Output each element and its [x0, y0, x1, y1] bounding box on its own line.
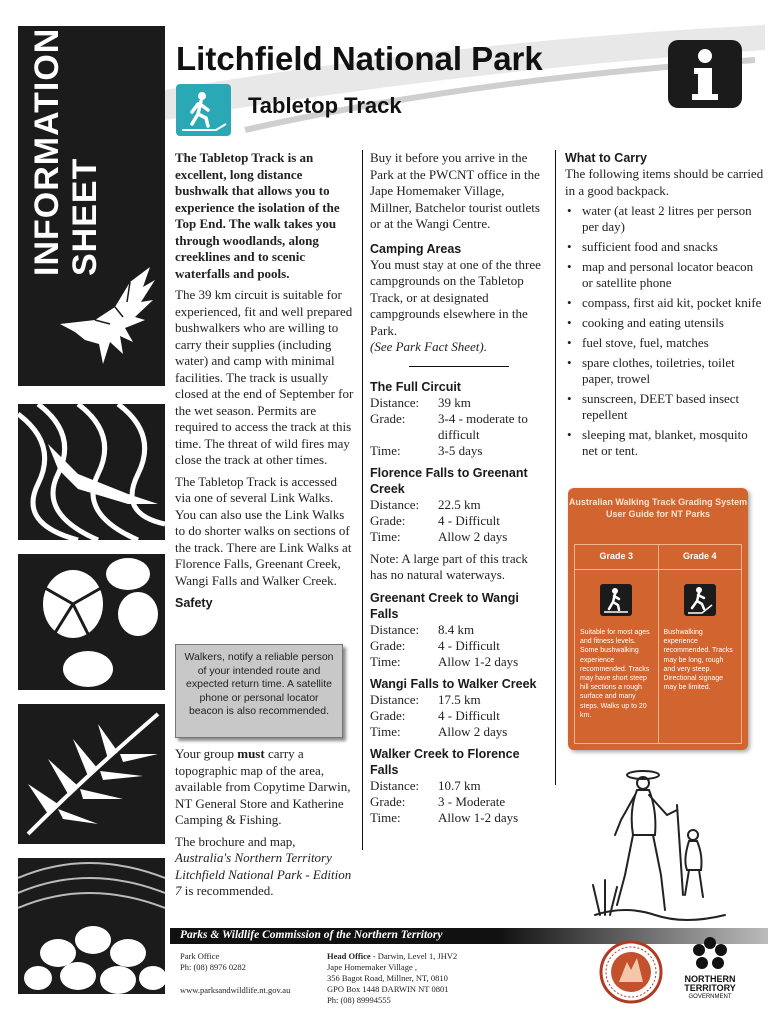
route-distance-row — [370, 622, 548, 638]
column-intro — [175, 150, 355, 611]
route-time-value: 3-5 days — [438, 442, 483, 458]
camping-heading: Camping Areas — [370, 241, 462, 256]
route-distance-label: Distance: — [370, 496, 420, 512]
safety-notice: Walkers, notify a reliable person of your intended route and expected return time. A satellite phone or personal locator beacon is also recommended. — [175, 644, 343, 738]
column-routes — [370, 150, 548, 832]
banner-line-2: SHEET — [66, 157, 104, 276]
route-time-label: Time: — [370, 442, 401, 458]
grade-3-description: Suitable for most ages and fitness levels. Some bushwalking experience recommended. Tracks may have short steep hill sections a rough surface and many steps. Walks up to 20 km. — [580, 629, 650, 719]
carry-item: • compass, first aid kit, pocket knife — [565, 295, 765, 311]
head-office-line-4: GPO Box 1448 DARWIN NT 0801 — [327, 984, 449, 994]
carry-item: • sufficient food and snacks — [565, 239, 765, 255]
route-time-label: Time: — [370, 528, 401, 544]
head-office-line-3: 356 Bagot Road, Millner, NT, 0810 — [327, 973, 448, 983]
group-text: Your group — [175, 746, 238, 761]
access-paragraph: The Tabletop Track is accessed via one of several Link Walks. You can also use the Link Walks to do shorter walks on sections of the track. There are Link Walks at Florence Falls, Greenant Creek, Wangi Falls and Walker Creek. — [175, 473, 352, 588]
tile-fern — [18, 704, 165, 844]
head-office-label: Head Office — [327, 951, 371, 961]
nt-logo-text-1: NORTHERN — [684, 974, 736, 984]
park-office-phone: Ph: (08) 8976 0282 — [180, 962, 246, 972]
carry-list — [565, 203, 765, 459]
info-icon — [668, 40, 742, 108]
route-time-row — [370, 529, 548, 545]
route-distance-value: 22.5 km — [438, 496, 481, 512]
tile-flower — [18, 554, 165, 690]
grading-title: Australian Walking Track Grading System User Guide for NT Parks — [568, 497, 748, 519]
route-distance-row — [370, 395, 548, 411]
carry-intro: The following items should be carried in a good backpack. — [565, 166, 764, 198]
grade-4-description: Bushwalking experience recommended. Tracks may be long, rough and very steep. Directional signage may be limited. — [663, 629, 733, 692]
group-must: must — [237, 746, 265, 761]
route-section — [370, 465, 548, 545]
page-title: Litchfield National Park — [176, 40, 543, 77]
route-distance-row — [370, 497, 548, 513]
route-title: Florence Falls to Greenant Creek — [370, 465, 528, 496]
tile-lizard — [18, 404, 165, 540]
carry-item: • fuel stove, fuel, matches — [565, 335, 765, 351]
route-distance-label: Distance: — [370, 394, 420, 410]
carry-item: • sleeping mat, blanket, mosquito net or tent. — [565, 427, 765, 459]
route-distance-value: 10.7 km — [438, 777, 481, 793]
route-time-value: Allow 2 days — [438, 528, 508, 544]
route-grade-label: Grade: — [370, 512, 406, 528]
route-grade-row — [370, 794, 548, 810]
park-office-label: Park Office — [180, 951, 220, 961]
nt-logo-text-3: GOVERNMENT — [688, 994, 732, 1000]
eggs-illustration — [18, 858, 165, 994]
map-info — [175, 746, 355, 905]
carry-item: • map and personal locator beacon or satellite phone — [565, 259, 765, 291]
hiker-grade-4-icon — [684, 584, 716, 616]
route-grade-row — [370, 708, 548, 724]
section-divider — [409, 366, 509, 367]
route-time-row — [370, 443, 548, 459]
route-time-label: Time: — [370, 723, 401, 739]
group-text-rest: carry a topographic map of the area, available from Copytime Darwin, NT General Store and Katherine Camping & Fishing. — [175, 746, 351, 827]
hiker-grade-3-icon — [600, 584, 632, 616]
route-title: Wangi Falls to Walker Creek — [370, 676, 537, 691]
route-grade-row — [370, 411, 548, 443]
route-title: Greenant Creek to Wangi Falls — [370, 590, 519, 621]
camping-paragraph: You must stay at one of the three campgrounds on the Tabletop Track, or at designated campgrounds elsewhere in the Park. — [370, 256, 541, 338]
circuit-paragraph: The 39 km circuit is suitable for experienced, fit and well prepared bushwalkers who are willing to carry their supplies (including water) and camp with minimal facilities. The track is usually closed at the end of September for the wet season. Permits are required to access the track at this time. The threat of wild fires may close the track at other times. — [175, 287, 354, 467]
route-sections — [370, 379, 548, 826]
grade-3-label: Grade 3 — [575, 545, 658, 570]
page-subtitle: Tabletop Track — [248, 93, 402, 118]
route-time-row — [370, 654, 548, 670]
route-grade-label: Grade: — [370, 707, 406, 723]
tile-eggs — [18, 858, 165, 994]
route-distance-value: 17.5 km — [438, 691, 481, 707]
column-divider — [555, 150, 556, 785]
safety-heading: Safety — [175, 596, 213, 610]
brochure-paragraph — [175, 834, 355, 900]
route-time-value: Allow 2 days — [438, 723, 508, 739]
grade-4-label: Grade 4 — [659, 545, 742, 570]
route-grade-label: Grade: — [370, 410, 406, 426]
route-grade-row — [370, 513, 548, 529]
route-time-label: Time: — [370, 809, 401, 825]
head-office-location: - Darwin, Level 1, JHV2 — [370, 951, 458, 961]
head-office-line-2: Jape Homemaker Village , — [327, 962, 417, 972]
carry-item: • spare clothes, toiletries, toilet paper, trowel — [565, 355, 765, 387]
route-section — [370, 590, 548, 670]
grading-system-panel — [568, 488, 748, 750]
parks-wildlife-seal-logo — [597, 940, 665, 1004]
carry-item: • sunscreen, DEET based insect repellent — [565, 391, 765, 423]
route-time-label: Time: — [370, 653, 401, 669]
route-title: The Full Circuit — [370, 379, 461, 394]
route-title: Walker Creek to Florence Falls — [370, 746, 520, 777]
lizard-illustration — [18, 404, 165, 540]
nt-government-logo — [676, 935, 744, 1001]
carry-item: • cooking and eating utensils — [565, 315, 765, 331]
route-grade-value: 4 - Difficult — [438, 512, 500, 528]
nt-logo-text-2: TERRITORY — [684, 983, 736, 993]
nt-flower-icon — [690, 935, 730, 975]
group-paragraph — [175, 746, 355, 829]
route-distance-label: Distance: — [370, 621, 420, 637]
banner-line-1: INFORMATION — [28, 27, 66, 276]
route-grade-value: 4 - Difficult — [438, 707, 500, 723]
route-distance-row — [370, 692, 548, 708]
route-distance-value: 8.4 km — [438, 621, 475, 637]
route-time-value: Allow 1-2 days — [438, 809, 519, 825]
head-office-phone: Ph: (08) 89994555 — [327, 995, 391, 1005]
grade-4-column — [659, 545, 742, 743]
route-grade-value: 3-4 - moderate to difficult — [438, 410, 528, 442]
route-distance-label: Distance: — [370, 777, 420, 793]
route-distance-label: Distance: — [370, 691, 420, 707]
eagle-illustration — [55, 262, 160, 372]
column-divider — [362, 150, 363, 850]
hiker-icon — [176, 84, 231, 136]
route-section — [370, 379, 548, 459]
brochure-title: Australia's Northern Territory Litchfield National Park - Edition 7 — [175, 850, 352, 898]
route-distance-value: 39 km — [438, 394, 471, 410]
hikers-illustration — [585, 765, 735, 925]
route-grade-label: Grade: — [370, 637, 406, 653]
flower-illustration — [18, 554, 165, 690]
carry-heading: What to Carry — [565, 151, 647, 165]
route-section — [370, 746, 548, 826]
column-carry — [565, 150, 765, 463]
fern-illustration — [18, 704, 165, 844]
website-link[interactable]: www.parksandwildlife.nt.gov.au — [180, 985, 291, 995]
route-grade-label: Grade: — [370, 793, 406, 809]
route-time-row — [370, 810, 548, 826]
route-time-value: Allow 1-2 days — [438, 653, 519, 669]
route-grade-value: 4 - Difficult — [438, 637, 500, 653]
buy-paragraph: Buy it before you arrive in the Park at the PWCNT office in the Jape Homemaker Village, Millner, Batchelor tourist outlets or at the Wangi Centre. — [370, 150, 540, 231]
brochure-text-rest: is recommended. — [181, 883, 274, 898]
brochure-text: The brochure and map, — [175, 833, 296, 849]
grade-3-column — [575, 545, 659, 743]
route-section — [370, 676, 548, 740]
route-grade-value: 3 - Moderate — [438, 793, 506, 809]
waterway-note: Note: A large part of this track has no natural waterways. — [370, 550, 528, 582]
route-time-row — [370, 724, 548, 740]
intro-paragraph: The Tabletop Track is an excellent, long distance bushwalk that allows you to experience the isolation of the Top End. The walk takes you through woodlands, along creeklines and to scenic waterfalls and pools. — [175, 150, 340, 281]
information-sheet-label — [28, 27, 108, 276]
footer-organisation: Parks & Wildlife Commission of the Northern Territory — [180, 929, 443, 941]
camping-note: (See Park Fact Sheet). — [370, 339, 487, 354]
head-office-line-1 — [327, 951, 457, 962]
route-distance-row — [370, 778, 548, 794]
carry-item: • water (at least 2 litres per person per day) — [565, 203, 765, 235]
route-grade-row — [370, 638, 548, 654]
